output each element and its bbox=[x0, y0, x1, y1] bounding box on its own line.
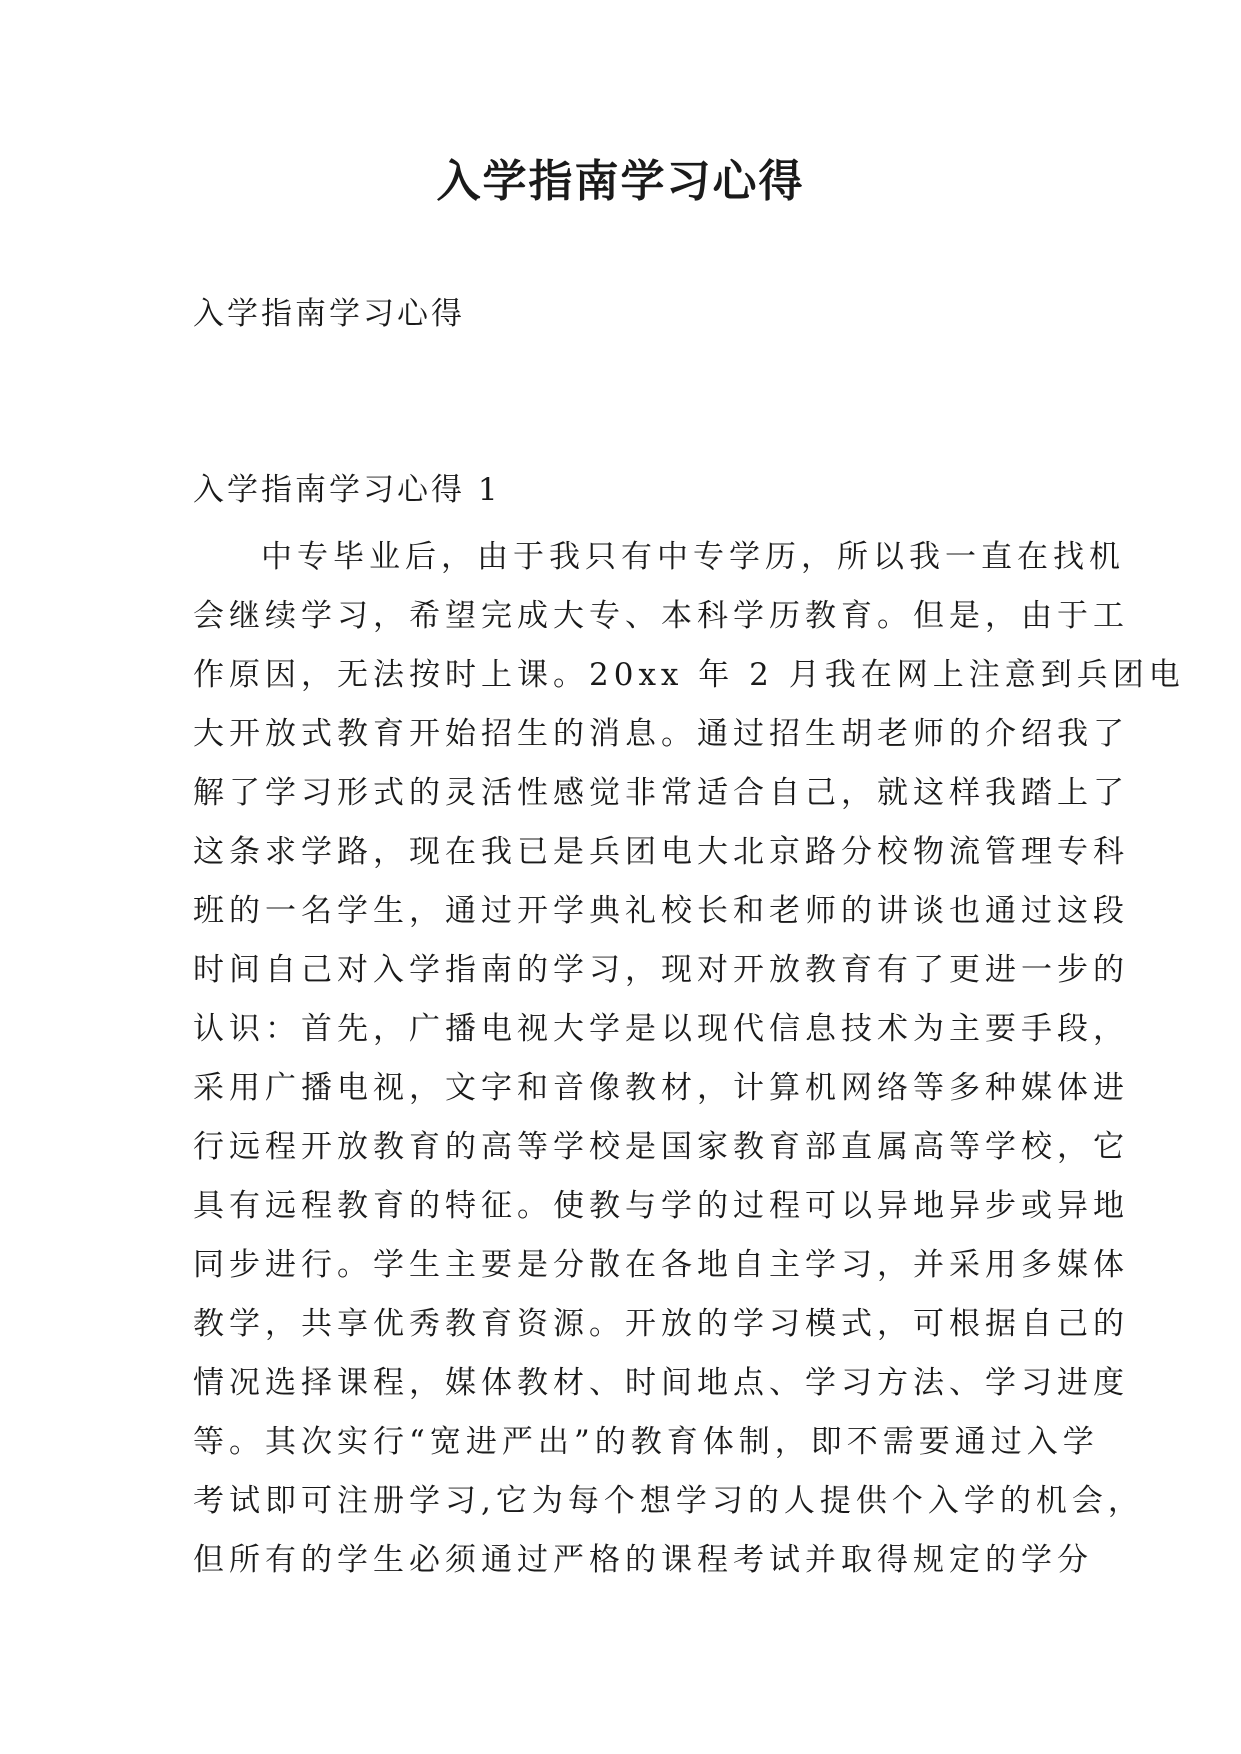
paragraph-line: 这条求学路，现在我已是兵团电大北京路分校物流管理专科 bbox=[193, 834, 1129, 870]
paragraph-line: 教学，共享优秀教育资源。开放的学习模式，可根据自己的 bbox=[193, 1306, 1129, 1342]
document-subtitle: 入学指南学习心得 bbox=[193, 296, 465, 332]
paragraph-line: 会继续学习，希望完成大专、本科学历教育。但是，由于工 bbox=[193, 598, 1129, 634]
section-heading: 入学指南学习心得 1 bbox=[193, 472, 501, 508]
paragraph-line: 时间自己对入学指南的学习，现对开放教育有了更进一步的 bbox=[193, 952, 1129, 988]
paragraph-line: 解了学习形式的灵活性感觉非常适合自己，就这样我踏上了 bbox=[193, 775, 1129, 811]
paragraph-line: 考试即可注册学习,它为每个想学习的人提供个入学的机会， bbox=[193, 1483, 1144, 1519]
paragraph-line: 班的一名学生，通过开学典礼校长和老师的讲谈也通过这段 bbox=[193, 893, 1129, 929]
paragraph-line: 行远程开放教育的高等学校是国家教育部直属高等学校，它 bbox=[193, 1129, 1129, 1165]
paragraph-line: 但所有的学生必须通过严格的课程考试并取得规定的学分 bbox=[193, 1542, 1093, 1578]
paragraph-line: 中专毕业后，由于我只有中专学历，所以我一直在找机 bbox=[261, 539, 1125, 575]
paragraph-line: 认识：首先，广播电视大学是以现代信息技术为主要手段， bbox=[193, 1011, 1129, 1047]
paragraph-line: 具有远程教育的特征。使教与学的过程可以异地异步或异地 bbox=[193, 1188, 1129, 1224]
paragraph-line: 大开放式教育开始招生的消息。通过招生胡老师的介绍我了 bbox=[193, 716, 1129, 752]
paragraph-line: 作原因，无法按时上课。20xx 年 2 月我在网上注意到兵团电 bbox=[193, 657, 1185, 693]
body-paragraph bbox=[193, 528, 1185, 1590]
document-title: 入学指南学习心得 bbox=[436, 156, 805, 207]
paragraph-line: 采用广播电视，文字和音像教材，计算机网络等多种媒体进 bbox=[193, 1070, 1129, 1106]
paragraph-line: 同步进行。学生主要是分散在各地自主学习，并采用多媒体 bbox=[193, 1247, 1129, 1283]
paragraph-line: 等。其次实行“宽进严出”的教育体制，即不需要通过入学 bbox=[193, 1424, 1099, 1460]
paragraph-line: 情况选择课程，媒体教材、时间地点、学习方法、学习进度 bbox=[193, 1365, 1129, 1401]
